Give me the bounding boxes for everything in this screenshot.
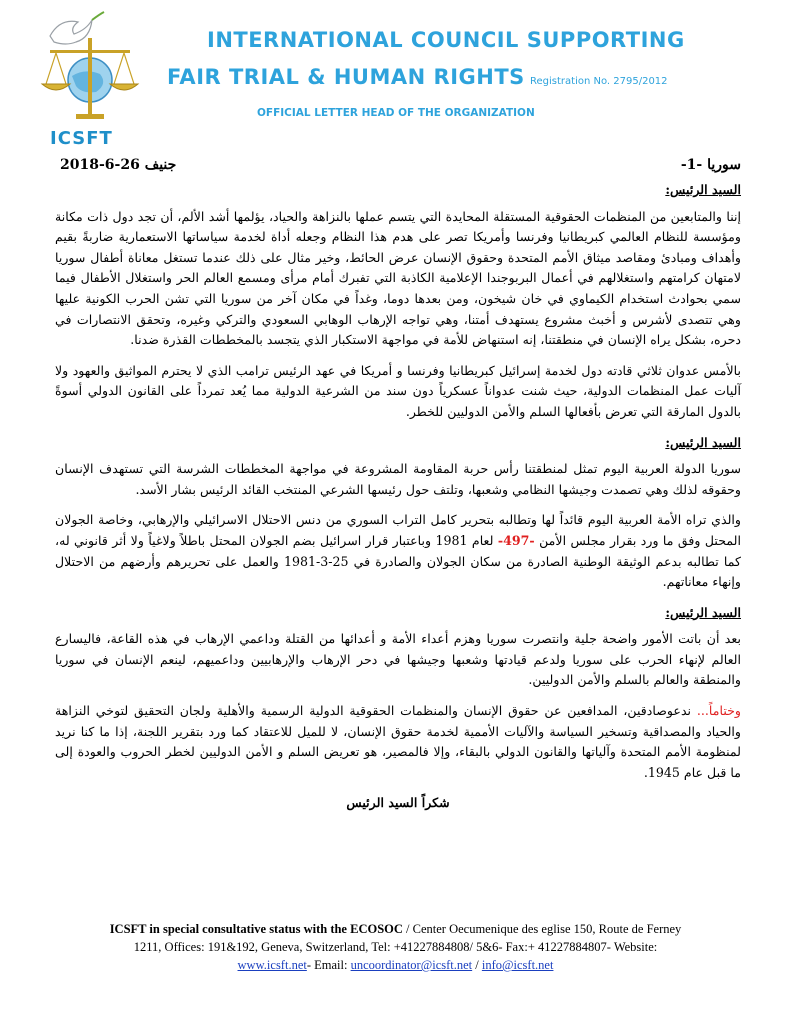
- letterhead-subtitle: OFFICIAL LETTER HEAD OF THE ORGANIZATION: [257, 107, 535, 119]
- email-link-coordinator[interactable]: uncoordinator@icsft.net: [350, 958, 473, 972]
- ecosoc-status: ICSFT in special consultative status with the ECOSOC: [109, 922, 403, 936]
- scales-dove-icon: [30, 8, 150, 133]
- footer: [30, 920, 761, 974]
- paragraph-4-start: والذي تراه الأمة العربية اليوم قائداً لها وتطالبه بتحرير كامل التراب السوري من دنس الاحتلال الاسرائيلي والإرهابي، وخاصة الجولان المحتل وفق ما ورد بقرار مجلس الأمن: [55, 512, 741, 548]
- paragraph-1: إننا والمتابعين من المنظمات الحقوقية المستقلة المحايدة التي يتسم عملها بالنزاهة والحياد، يؤلمها أشد الألم، أن تجد دول ذات مكانة ومؤسسة للنظام العالمي كبريطانيا وفرنسا وأمريكا تصر على هدم هذا النظام وجعله أداة لخدمة سياساتها الاستعمارية ضاربةً بقيم وأهداف ومبادئ ومقاصد ميثاق الأمم المتحدة وحقوق الإنسان عرض الحائط، وخير مثال على ذلك عندما تستغل معاناة أطفال سوريا لامتهان كرامتهم واستغلالهم في أعمال البربوجندا الإعلامية الكاذبة التي تفبرك أمام مرأى ومسمع العالم الحر واستغلال الأطفال فيما سمي بحوادث استخدام الكيماوي في خان شيخون، ومن بعدها دوما، وغداً في مكان آخر من سوريا التي تشن الحرب الكونية عليها وهي تتصدى لأشرس و أخبث مشروع يستهدف أمتنا، وهي تواجه الإرهاب الوهابي السعودي والتركي وغيره، وتحقق الانتصارات في دحره، بشكل يراه الإنسان في منطقتنا، إنه استنهاض للأمة في مواجهة الاستكبار الذي يتجسد بالمخططات القذرة ضدنا.: [55, 208, 741, 348]
- footer-line-3: [30, 956, 761, 974]
- org-title-line2: FAIR TRIAL & HUMAN RIGHTS: [167, 65, 525, 89]
- paragraph-4: [55, 510, 741, 592]
- footer-address: / Center Oecumenique des eglise 150, Route de Ferney: [402, 922, 682, 936]
- website-link[interactable]: www.icsft.net: [237, 958, 307, 972]
- paragraph-3: سوريا الدولة العربية اليوم تمثل لمنطقتنا رأس حربة المقاومة المشروعة في مواجهة المخططات الشرسة التي تستهدف الإنسان وحقوقه لذلك وهي تصمدت وجيشها النظامي وشعبها، وتلتف حول رئيسها الشرعي المنتخب القائد الرئيس بشار الأسد.: [55, 461, 741, 497]
- resolution-number: -497-: [497, 532, 535, 548]
- paragraph-2: بالأمس عدوان ثلاثي قادته دول لخدمة إسرائيل كبريطانيا وفرنسا و أمريكا في عهد الرئيس ترامب الذي لا يحترم المواثيق والعهود ولا آليات عمل المنظمات الدولية، حيث شنت عدواناً عسكرياً دون سند من الشرعية الدولية مما يُعد تمرداً على القانون الدولي أسوةً بالدول المارقة التي تعرض بأفعالها السلم والأمن الدوليين للخطر.: [55, 362, 741, 419]
- email-label: - Email:: [306, 958, 351, 972]
- registration-number: Registration No. 2795/2012: [530, 76, 668, 87]
- org-title-line1: INTERNATIONAL COUNCIL SUPPORTING: [207, 28, 685, 52]
- salutation: السيد الرئيس:: [665, 182, 741, 197]
- footer-line-2: 1211, Offices: 191&192, Geneva, Switzerland, Tel: +41227884808/ 5&6- Fax:+ 41227884807- Website:: [133, 940, 658, 954]
- logo-text: ICSFT: [50, 128, 113, 149]
- paragraph-6: [55, 701, 741, 783]
- email-separator: /: [472, 958, 482, 972]
- letter-body: [55, 180, 741, 814]
- paragraph-6-text: ندعوصادقين، المدافعين عن حقوق الإنسان والمنظمات الحقوقية الدولية الرسمية والأهلية ولجان التحقيق لتوخي النزاهة والحياد والمصداقية وتسخير السياسة والآليات الأممية لخدمة حقوق الإنسان، لا للميل للاعتقاد كما ورد بتقرير اللجنة، إذا ما كنا نريد لمنظومة الأمم المتحدة وآلياتها والقانون الدولي بالبقاء، وإلا فالمصير، هو تعريض السلم و الأمن الدوليين لخطر الحروب والعودة إلى ما قبل عام 1945.: [55, 703, 741, 780]
- paragraph-4-end: لعام 1981 وباعتبار قرار اسرائيل بضم الجولان المحتل باطلاً ولاغياً ولا أثر قانوني له، كما تطالبه بدعم الوثيقة الوطنية الصادرة من سكان الجولان والصادرة في 25-3-1981 والعمل على تحريرهم وأرضهم من الاحتلال وإنهاء معاناتهم.: [55, 532, 741, 590]
- email-link-info[interactable]: info@icsft.net: [481, 958, 554, 972]
- letter-meta: [60, 157, 741, 177]
- letter-page-marker: سوريا -1-: [680, 157, 741, 173]
- footer-line-1: [30, 920, 761, 938]
- paragraph-5: بعد أن باتت الأمور واضحة جلية وانتصرت سوريا وهزم أعداء الأمة و أعدائها من القتلة وداعمي الإرهاب في هذه القاعة، فاليسارع العالم لإنهاء الحرب على سوريا ولدعم قيادتها وشعبها وجيشها في دحر الإرهاب والإرهابيين وداعميهم، لينعم الإنسان في سوريا والمنطقة والعالم بالسلم والأمن الدوليين.: [55, 631, 741, 688]
- closing-lead: وختاماً...: [696, 703, 741, 719]
- letter-date: جنيف 26-6-2018: [60, 157, 177, 173]
- salutation: السيد الرئيس:: [665, 604, 741, 620]
- closing-thanks: شكراً السيد الرئيس: [346, 795, 450, 811]
- salutation: السيد الرئيس:: [665, 434, 741, 450]
